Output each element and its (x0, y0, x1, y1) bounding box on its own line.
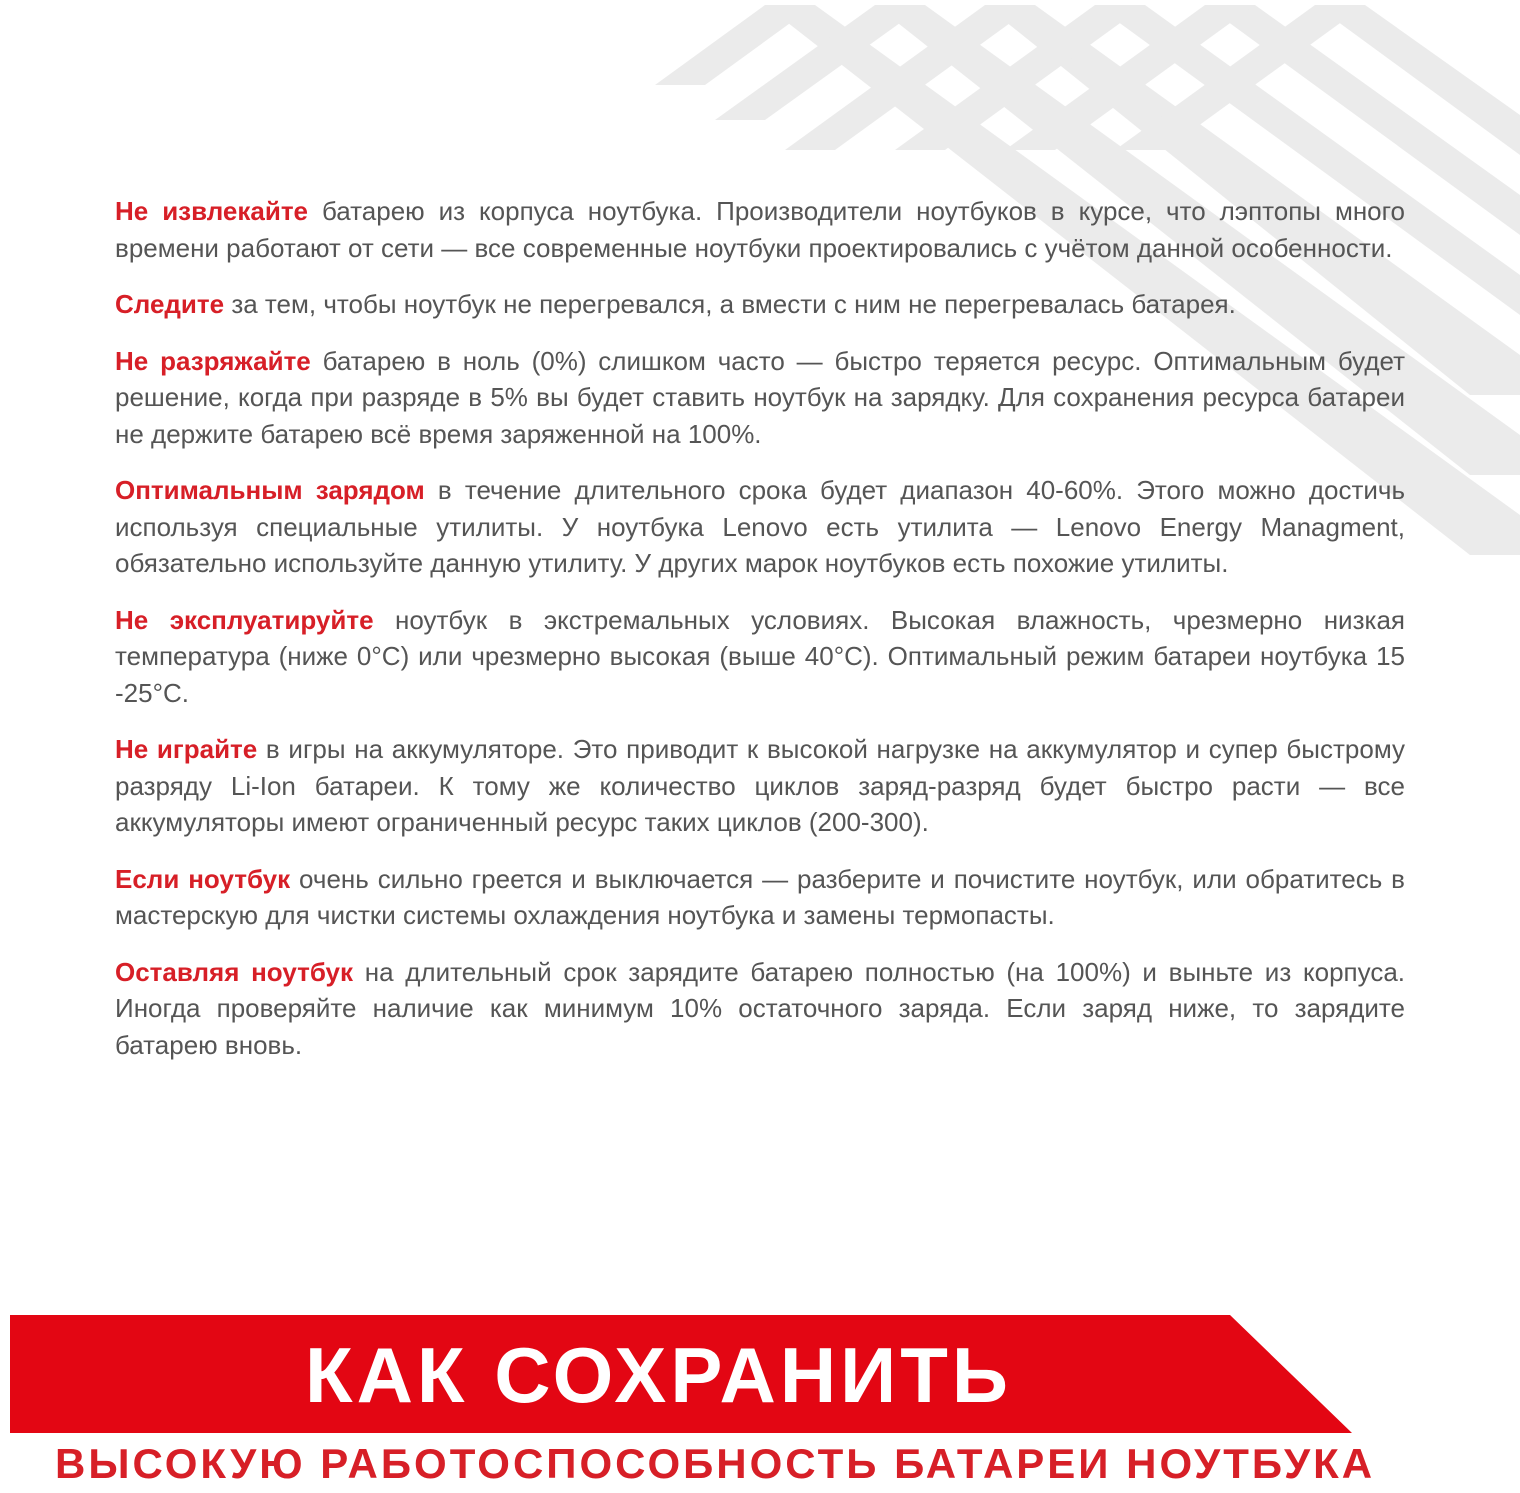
tip-text: батарею из корпуса ноутбука. Производители ноутбуков в курсе, что лэптопы много времени работают от сети — все современные ноутбуки проектировались с учётом данной особенности. (115, 196, 1406, 263)
tip-keyword: Не разряжайте (115, 345, 311, 376)
banner-title: КАК СОХРАНИТЬ (305, 1331, 1012, 1419)
tip-text: ноутбук в экстремальных условиях. Высокая влажность, чрезмерно низкая температура (ниже 0°С) или чрезмерно высокая (выше 40°С). Оптимальный режим батареи ноутбука 15 -25°С. (115, 604, 1405, 708)
tip-paragraph (115, 731, 1405, 841)
tip-keyword: Оптимальным зарядом (115, 475, 425, 505)
tip-paragraph (115, 954, 1405, 1064)
tip-paragraph (115, 286, 1405, 323)
tip-text: в течение длительного срока будет диапазон 40-60%. Этого можно достичь используя специальные утилиты. У ноутбука Lenovo есть утилита — Lenovo Energy Managment, обязательно используйте данную утилиту. У других марок ноутбуков есть похожие утилиты. (115, 475, 1405, 578)
tip-paragraph (115, 861, 1405, 934)
tip-paragraph (115, 602, 1405, 712)
tip-text: в игры на аккумуляторе. Это приводит к высокой нагрузке на аккумулятор и супер быстрому разряду Li-Ion батареи. К тому же количество циклов заряд-разряд будет быстро расти — все аккумуляторы имеют ограниченный ресурс таких циклов (200-300). (115, 734, 1405, 837)
tip-keyword: Не извлекайте (115, 196, 309, 226)
tip-text: на длительный срок зарядите батарею полностью (на 100%) и выньте из корпуса. Иногда проверяйте наличие как минимум 10% остаточного заряда. Если заряд ниже, то зарядите батарею вновь. (115, 956, 1406, 1060)
tip-keyword: Оставляя ноутбук (115, 956, 354, 987)
tip-text: за тем, чтобы ноутбук не перегревался, а вмести с ним не перегревалась батарея. (224, 289, 1236, 319)
tip-keyword: Не играйте (115, 734, 258, 764)
tips-list (115, 193, 1405, 1083)
tip-keyword: Не эксплуатируйте (115, 604, 374, 635)
tip-paragraph (115, 343, 1405, 453)
tip-text: очень сильно греется и выключается — разберите и почистите ноутбук, или обратитесь в мастерскую для чистки системы охлаждения ноутбука и замены термопасты. (115, 863, 1405, 930)
tip-paragraph (115, 193, 1405, 266)
tip-paragraph (115, 472, 1405, 582)
tip-text: батарею в ноль (0%) слишком часто — быстро теряется ресурс. Оптимальным будет решение, когда при разряде в 5% вы будет ставить ноутбук на зарядку. Для сохранения ресурса батареи не держите батарею всё время заряженной на 100%. (115, 345, 1405, 449)
tip-keyword: Если ноутбук (115, 863, 291, 894)
tip-keyword: Следите (115, 289, 225, 319)
banner-subtitle: ВЫСОКУЮ РАБОТОСПОСОБНОСТЬ БАТАРЕИ НОУТБУКА (55, 1440, 1376, 1487)
